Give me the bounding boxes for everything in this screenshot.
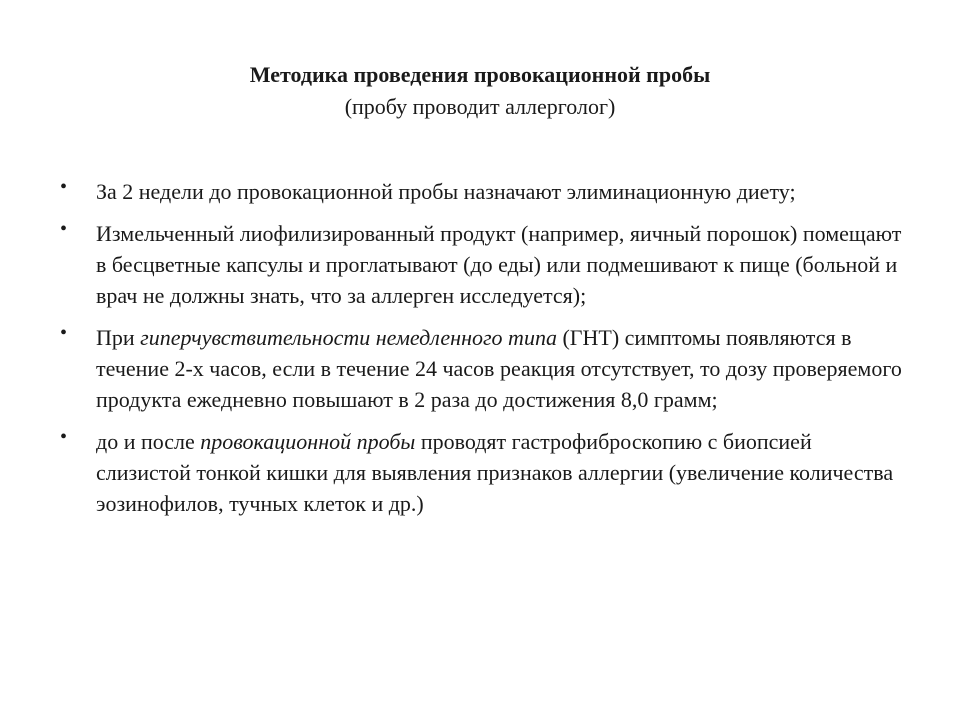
slide-subtitle: (пробу проводит аллерголог): [344, 94, 616, 119]
title-block: [0, 60, 960, 122]
bullet-text-part: (ГНТ) симптомы появляются в течение 2-х часов, если в течение 24 часов реакция отсутствует, то дозу проверяемого продукта ежедневно повышают в 2 раза до достижения 8,0 грамм;: [96, 325, 902, 412]
bullet-text: [96, 218, 910, 311]
bullet-list: [60, 176, 910, 530]
bullet-text: [96, 176, 910, 207]
bullet-text-part: Измельченный лиофилизированный продукт (например, яичный порошок) помещают в бесцветные капсулы и проглатывают (до еды) или подмешивают к пище (больной и врач не должны знать, что за аллерген исследуется);: [96, 221, 902, 308]
slide-title: Методика проведения провокационной пробы: [249, 62, 711, 87]
bullet-dot-icon: •: [60, 176, 68, 198]
bullet-item-2: [60, 218, 910, 311]
bullet-text-emphasis: провокационной пробы: [200, 429, 416, 454]
bullet-dot-icon: •: [60, 322, 68, 344]
bullet-text-part: За 2 недели до провокационной пробы назначают элиминационную диету;: [96, 179, 796, 204]
bullet-item-3: [60, 322, 910, 415]
bullet-item-1: [60, 176, 910, 207]
bullet-text-emphasis: гиперчувствительности немедленного типа: [140, 325, 557, 350]
bullet-text-part: При: [96, 325, 141, 350]
bullet-text: [96, 322, 910, 415]
bullet-dot-icon: •: [60, 426, 68, 448]
bullet-text-part: до и после: [96, 429, 201, 454]
bullet-item-4: [60, 426, 910, 519]
bullet-text: [96, 426, 910, 519]
bullet-dot-icon: •: [60, 218, 68, 240]
bullet-text-part: проводят гастрофиброскопию с биопсией слизистой тонкой кишки для выявления признаков аллергии (увеличение количества эозинофилов, тучных клеток и др.): [96, 429, 894, 516]
